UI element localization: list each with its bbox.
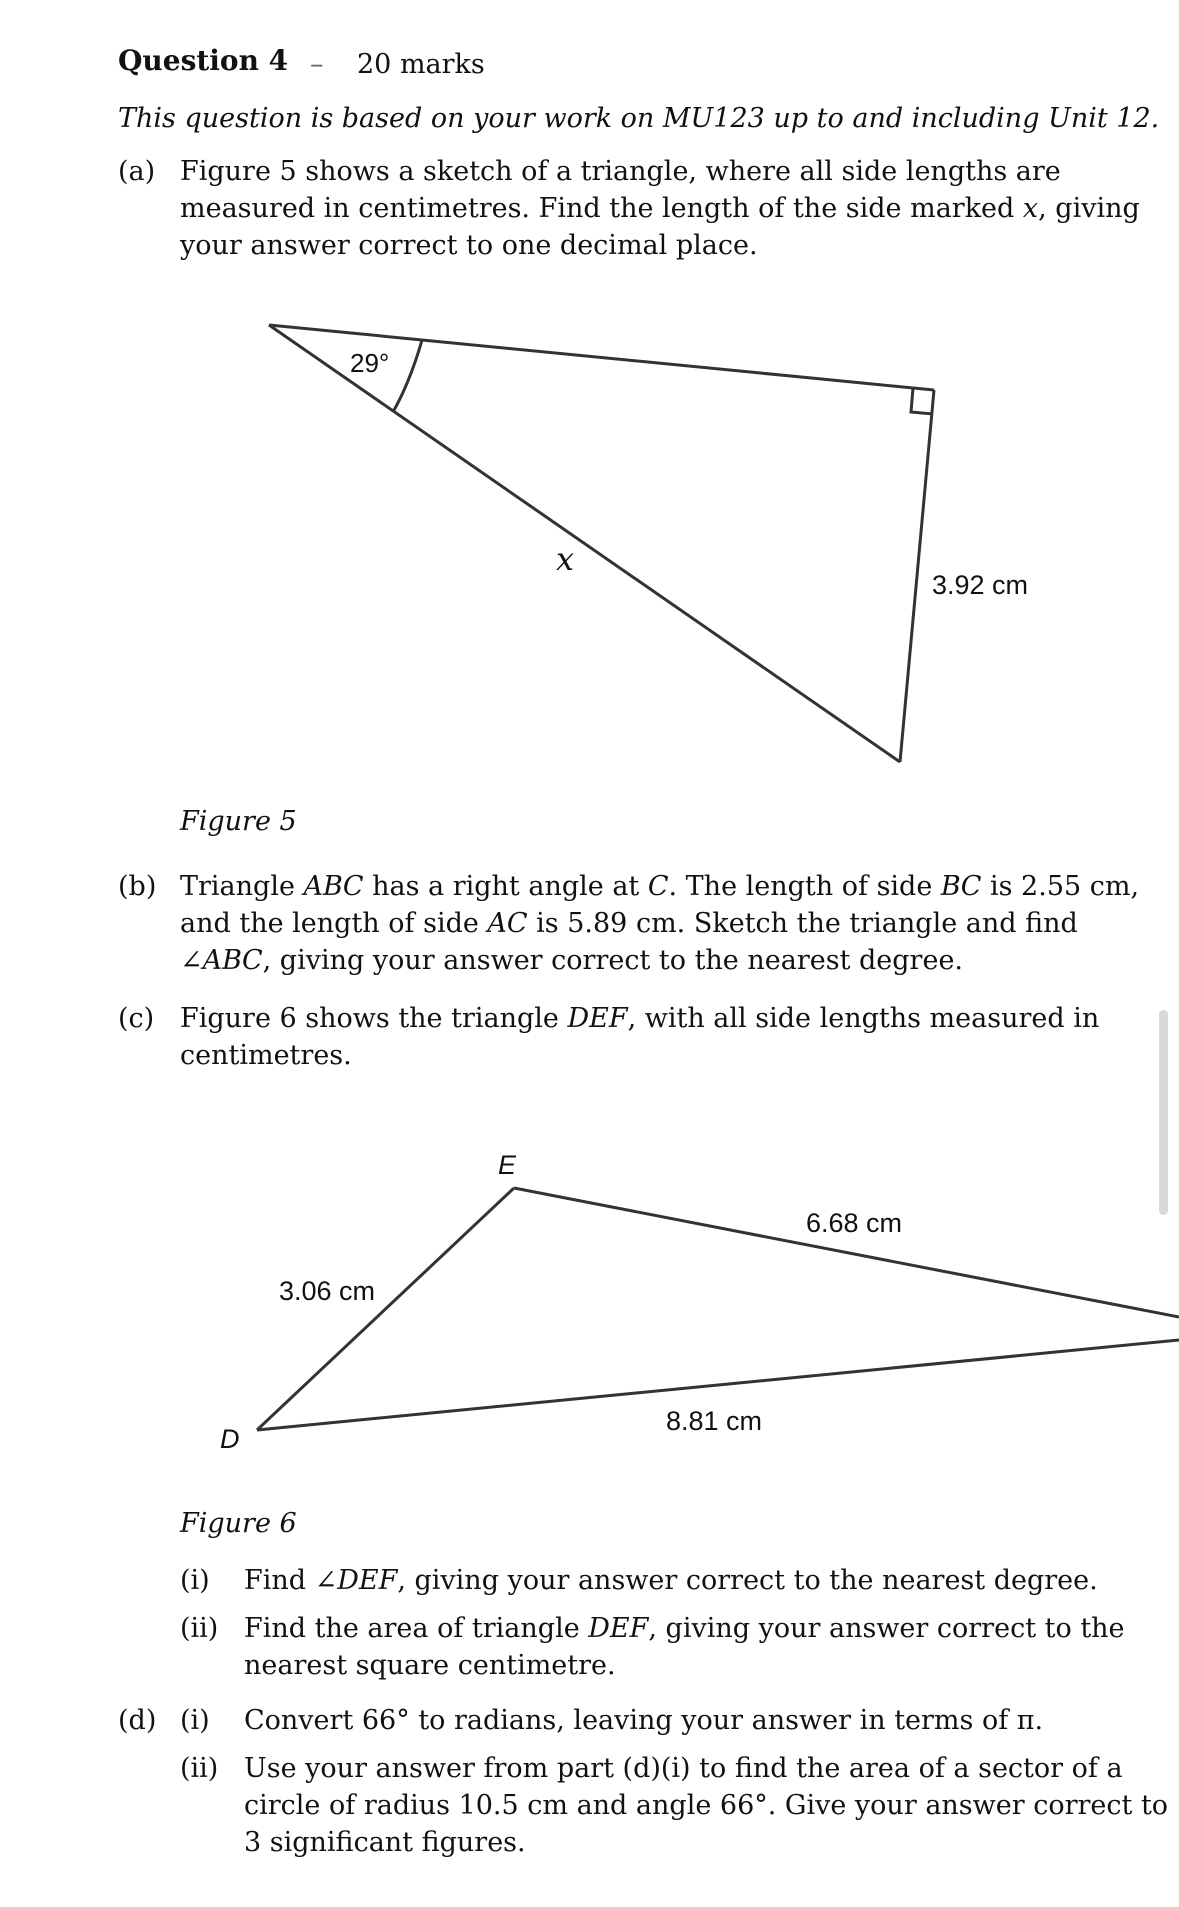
figure5-side-label: 3.92 cm <box>932 570 1029 600</box>
figure6-side-de <box>257 1188 514 1430</box>
figure5-angle-arc <box>393 340 422 412</box>
marks-label: 20 marks <box>357 49 485 80</box>
part-c-line-2: centimetres. <box>180 1040 352 1071</box>
part-d-ii-line-1: Use your answer from part (d)(i) to find the area of a sector of a <box>244 1753 1123 1784</box>
part-d-i-label: (i) <box>180 1705 210 1736</box>
part-a-line-2: measured in centimetres. Find the length of the side marked 𝑥, giving <box>180 193 1140 224</box>
part-d-ii-line-3: 3 significant figures. <box>244 1827 526 1858</box>
part-a-line-1: Figure 5 shows a sketch of a triangle, where all side lengths are <box>180 156 1061 187</box>
part-c-i-text: Find ∠𝐷𝐸𝐹, giving your answer correct to the nearest degree. <box>244 1565 1098 1596</box>
part-c-i-label: (i) <box>180 1565 210 1596</box>
figure6-vertex-e: E <box>498 1150 517 1180</box>
part-a-label: (a) <box>118 156 156 187</box>
part-b-label: (b) <box>118 871 157 902</box>
figure5-side-right <box>900 390 934 762</box>
part-b-line-1: Triangle 𝐴𝐵𝐶 has a right angle at 𝐶. The length of side 𝐵𝐶 is 2.55 cm, <box>180 871 1140 902</box>
figure5-triangle <box>269 325 934 762</box>
part-b-line-2: and the length of side 𝐴𝐶 is 5.89 cm. Sketch the triangle and find <box>180 908 1078 939</box>
part-c-label: (c) <box>118 1003 155 1034</box>
part-c-ii-line-2: nearest square centimetre. <box>244 1650 616 1681</box>
part-c-ii-label: (ii) <box>180 1613 219 1644</box>
part-c-line-1: Figure 6 shows the triangle 𝐷𝐸𝐹, with all side lengths measured in <box>180 1003 1100 1034</box>
part-d-i-text: Convert 66° to radians, leaving your answer in terms of π. <box>244 1705 1044 1736</box>
figure6-vertex-d: D <box>220 1424 240 1454</box>
figure5-angle-label: 29° <box>350 348 390 378</box>
figure5-right-angle-mark <box>911 388 933 414</box>
figure6-side-de-label: 3.06 cm <box>279 1276 376 1306</box>
figure6-caption: Figure 6 <box>180 1508 297 1539</box>
part-d-label: (d) <box>118 1705 157 1736</box>
figure6-side-df-label: 8.81 cm <box>666 1406 763 1436</box>
figure5-x-label: 𝑥 <box>556 540 575 578</box>
part-d-ii-line-2: circle of radius 10.5 cm and angle 66°. Give your answer correct to <box>244 1790 1169 1821</box>
question-title: Question 4 <box>118 44 289 77</box>
figure6-triangle <box>257 1188 1179 1430</box>
figure5-caption: Figure 5 <box>180 806 297 837</box>
vertical-scrollbar-thumb[interactable] <box>1159 1010 1168 1215</box>
figure5-side-hyp <box>269 325 900 762</box>
figure6-side-ef-label: 6.68 cm <box>806 1208 903 1238</box>
part-c-ii-line-1: Find the area of triangle 𝐷𝐸𝐹, giving your answer correct to the <box>244 1613 1125 1644</box>
part-d-ii-label: (ii) <box>180 1753 219 1784</box>
part-b-line-3: ∠𝐴𝐵𝐶, giving your answer correct to the nearest degree. <box>180 945 963 976</box>
part-a-line-3: your answer correct to one decimal place. <box>180 230 758 261</box>
intro-text: This question is based on your work on MU123 up to and including Unit 12. <box>118 103 1160 134</box>
header-dash: – <box>310 49 324 80</box>
